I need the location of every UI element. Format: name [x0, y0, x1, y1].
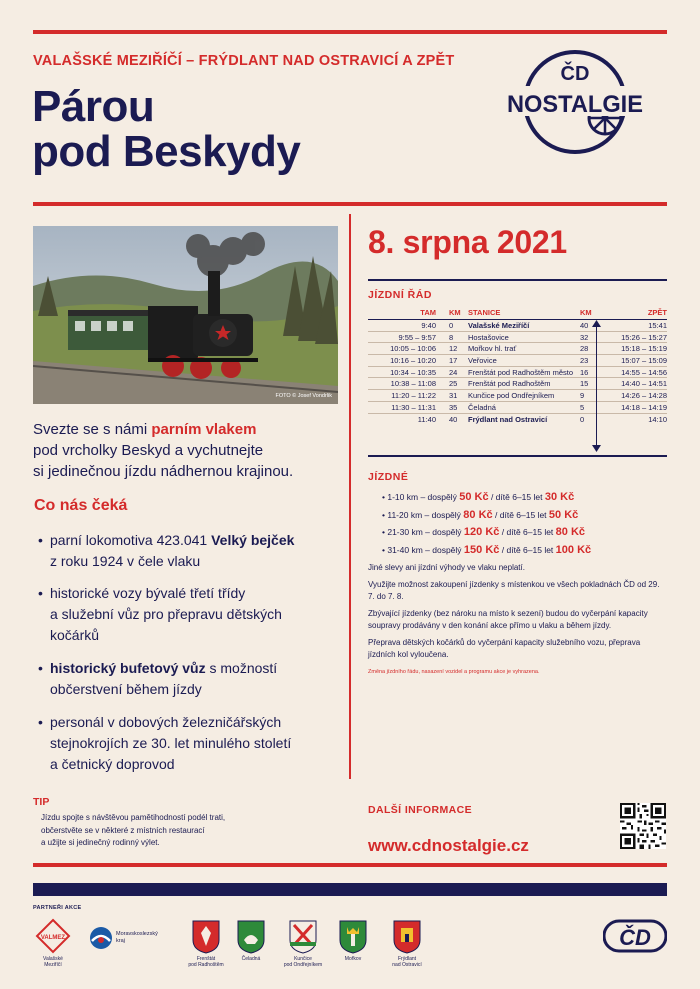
timetable-row — [368, 390, 667, 402]
timetable — [368, 306, 667, 425]
fare-row — [382, 489, 591, 507]
time-return: 15:07 – 15:09 — [621, 355, 667, 365]
partner-label-1: Mořkov — [344, 956, 362, 962]
station-name: Frýdlant nad Ostravicí — [468, 414, 548, 424]
column-divider — [349, 214, 351, 779]
fare-child-price: 80 Kč — [555, 526, 586, 538]
fare-row — [382, 524, 591, 542]
fare-range: 11-20 km — [387, 509, 423, 520]
time-outbound: 10:05 – 10:06 — [390, 344, 436, 354]
date-underline — [368, 279, 667, 281]
partners-heading: PARTNEŘI AKCE — [33, 905, 82, 911]
fare-bullet: • — [382, 544, 388, 555]
fare-range: 31-40 km — [387, 544, 423, 555]
km-outbound: 35 — [449, 402, 458, 412]
feature-4-line2: stejnokrojích ze 30. let minulého století — [50, 735, 292, 751]
col-stanice: STANICE — [468, 308, 501, 317]
feature-item — [38, 712, 348, 775]
tip-text — [41, 812, 225, 850]
title-line-1: Párou — [32, 82, 155, 131]
fare-child-price: 30 Kč — [544, 491, 575, 503]
station-name: Hostašovice — [468, 332, 509, 342]
partner-label-2: Meziříčí — [44, 962, 62, 968]
timetable-row — [368, 414, 667, 426]
time-outbound: 9:40 — [421, 320, 436, 330]
fare-child-label: / dítě 6–15 let — [501, 544, 554, 555]
fare-bullet: • — [382, 509, 388, 520]
timetable-header-row — [368, 306, 667, 320]
km-return: 28 — [580, 344, 589, 354]
station-name: Kunčice pod Ondřejníkem — [468, 390, 555, 400]
partner-frydlant — [385, 920, 429, 968]
fares-list — [382, 489, 591, 559]
time-outbound: 10:34 – 10:35 — [390, 367, 436, 377]
direction-line — [596, 324, 597, 448]
frenstat-crest-icon — [192, 920, 220, 954]
time-return: 14:40 – 14:51 — [621, 379, 667, 389]
train-illustration — [33, 226, 338, 404]
feature-3-line2: občerstvení během jízdy — [50, 681, 202, 697]
km-return: 9 — [580, 390, 585, 400]
cd-logo-text: ČD — [619, 925, 651, 950]
partner-label-1: Frenštát — [196, 956, 216, 962]
station-name: Veřovice — [468, 355, 497, 365]
partner-label-2: pod Radhoštěm — [188, 962, 224, 968]
fare-child-label: / dítě 6–15 let — [490, 492, 543, 502]
fare-row — [382, 507, 591, 525]
celadna-crest-icon — [237, 920, 265, 954]
fare-row — [382, 542, 591, 560]
down-arrow-icon — [592, 445, 601, 452]
note-3: Zbývající jízdenky (bez nároku na místo k sezení) budou do vyčerpání kapacity soupravy prodávány v den konání akce přímo u vlaku a během jízdy. — [368, 609, 648, 630]
col-zpet: ZPĚT — [647, 308, 667, 317]
time-outbound: 11:30 – 11:31 — [391, 402, 436, 412]
partner-label-1: Kunčice — [294, 956, 312, 962]
km-return: 15 — [580, 379, 589, 389]
cd-nostalgie-logo — [505, 50, 645, 155]
steam-train-photo — [33, 226, 338, 404]
timetable-row — [368, 343, 667, 355]
fare-child-label: / dítě 6–15 let — [501, 527, 554, 537]
time-return: 14:18 – 14:19 — [621, 402, 667, 412]
timetable-row — [368, 332, 667, 344]
station-name: Mořkov hl. trať — [468, 344, 517, 354]
partner-kuncice — [281, 920, 325, 968]
timetable-heading: JÍZDNÍ ŘÁD — [368, 289, 432, 301]
tip-line-1: Jízdu spojte s návštěvou pamětihodností podél trati, — [41, 813, 226, 822]
timetable-row — [368, 378, 667, 390]
fare-adult-price: 120 Kč — [463, 526, 500, 538]
page-title — [32, 84, 300, 174]
bottom-navy-bar — [33, 883, 667, 896]
station-name: Čeladná — [468, 402, 496, 412]
logo-nostalgie-text: NOSTALGIE — [507, 91, 643, 118]
col-km: KM — [449, 308, 461, 317]
fare-adult-label: – dospělý — [425, 544, 462, 555]
km-outbound: 40 — [449, 414, 458, 424]
msk-logo-icon — [88, 925, 114, 951]
km-outbound: 31 — [449, 390, 458, 400]
fare-bullet: • — [382, 527, 388, 537]
km-return: 40 — [580, 320, 589, 330]
intro-highlight: parním vlakem — [151, 421, 257, 438]
time-outbound: 11:40 — [417, 414, 436, 424]
feature-2-line1: • historické vozy bývalé třetí třídy — [50, 585, 246, 601]
station-name: Valašské Meziříčí — [468, 320, 530, 330]
partner-frenstat — [183, 920, 229, 968]
note-4: Přeprava dětských kočárků do vyčerpání kapacity služebního vozu, přeprava jízdních kol vyloučena. — [368, 638, 641, 659]
partner-label: Valašské — [43, 956, 63, 962]
fare-adult-price: 150 Kč — [463, 543, 500, 556]
frydlant-crest-icon — [393, 920, 421, 954]
valmez-logo-icon — [35, 918, 71, 954]
photo-credit: FOTO © Josef Vondrlik — [275, 393, 332, 399]
time-return: 14:10 — [648, 414, 667, 424]
fare-adult-label: – dospělý — [425, 527, 462, 537]
timetable-row — [368, 367, 667, 379]
feature-1-highlight: Velký bejček — [211, 532, 295, 548]
fare-adult-price: 80 Kč — [463, 508, 493, 521]
timetable-row — [368, 320, 667, 332]
kuncice-crest-icon — [289, 920, 317, 954]
feature-1-line2: z roku 1924 v čele vlaku — [50, 553, 201, 569]
fare-child-label: / dítě 6–15 let — [495, 509, 547, 520]
partner-label-1: Čeladná — [241, 956, 261, 962]
km-outbound: 0 — [449, 320, 454, 330]
website-link[interactable]: www.cdnostalgie.cz — [368, 836, 529, 855]
fare-range: 21-30 km — [387, 527, 423, 537]
partner-label-2: pod Ondřejníkem — [283, 962, 323, 968]
cd-logo-icon — [603, 917, 667, 953]
time-outbound: 9:55 – 9:57 — [398, 332, 436, 342]
route-subtitle: VALAŠSKÉ MEZIŘÍČÍ – FRÝDLANT NAD OSTRAVICÍ A ZPĚT — [33, 53, 455, 69]
km-outbound: 12 — [449, 344, 458, 354]
logo-cd-text: ČD — [560, 63, 590, 85]
km-outbound: 17 — [449, 355, 458, 365]
intro-line-2: pod vrcholky Beskyd a vychutnejte — [33, 442, 264, 459]
intro-lead: Svezte se s námi — [33, 421, 152, 438]
feature-4-line1: • personál v dobových železničářských — [50, 714, 282, 730]
fare-bullet: • — [382, 492, 388, 502]
km-return: 23 — [580, 355, 589, 365]
time-return: 15:26 – 15:27 — [621, 332, 667, 342]
title-line-2: pod Beskydy — [32, 127, 301, 176]
tip-line-2: občerstvěte se v některé z místních restaurací — [41, 825, 205, 835]
fare-child-price: 50 Kč — [548, 508, 579, 521]
km-return: 0 — [580, 414, 585, 424]
tip-heading: TIP — [33, 796, 50, 808]
km-return: 32 — [580, 332, 589, 342]
timetable-bottom-rule — [368, 455, 667, 457]
bottom-red-rule — [33, 863, 667, 867]
time-return: 14:55 – 14:56 — [621, 367, 667, 377]
section-rule — [33, 202, 667, 206]
feature-item — [38, 658, 348, 700]
fare-adult-price: 50 Kč — [459, 491, 489, 503]
partner-label — [116, 931, 158, 944]
intro-line-3: si jedinečnou jízdu nádhernou krajinou. — [33, 463, 294, 480]
time-return: 15:18 – 15:19 — [621, 344, 667, 354]
partner-valasske-mezirici — [33, 918, 73, 968]
km-outbound: 24 — [449, 367, 458, 377]
fares-heading: JÍZDNÉ — [368, 471, 409, 483]
station-name: Frenštát pod Radhoštěm — [468, 379, 551, 389]
feature-3-highlight: historický bufetový vůz — [50, 660, 206, 676]
top-rule — [33, 30, 667, 34]
time-outbound: 10:38 – 11:08 — [390, 379, 436, 389]
feature-3-text: s možností — [205, 660, 278, 676]
time-return: 14:26 – 14:28 — [621, 390, 667, 400]
feature-2-line2: a služební vůz pro přepravu dětských — [50, 606, 282, 622]
more-info-heading: DALŠÍ INFORMACE — [368, 804, 472, 816]
feature-item — [38, 530, 348, 572]
fare-range: 1-10 km — [387, 492, 419, 502]
partner-label-2: kraj — [116, 937, 125, 944]
partner-label-1: Moravskoslezský — [116, 931, 158, 937]
partner-celadna — [236, 920, 266, 962]
features-heading: Co nás čeká — [34, 497, 128, 514]
time-return: 15:41 — [648, 320, 667, 330]
partner-morkov — [338, 920, 368, 962]
note-1: Jiné slevy ani jízdní výhody ve vlaku neplatí. — [368, 563, 525, 572]
disclaimer: Změna jízdního řádu, nasazení vozidel a programu akce je vyhrazena. — [368, 669, 540, 675]
note-2: Využijte možnost zakoupení jízdenky s místenkou ve všech pokladnách ČD od 29. 7. do 7. 8. — [368, 580, 660, 601]
km-outbound: 8 — [449, 332, 454, 342]
notes — [368, 562, 668, 683]
km-return: 5 — [580, 402, 585, 412]
up-arrow-icon — [592, 320, 601, 327]
qr-code-icon[interactable] — [620, 803, 666, 849]
event-date: 8. srpna 2021 — [368, 224, 567, 260]
time-outbound: 10:16 – 10:20 — [390, 355, 436, 365]
valmez-wordmark: VALMEZ — [40, 935, 66, 941]
feature-1-text: parní lokomotiva 423.041 — [50, 532, 212, 548]
km-return: 16 — [580, 367, 589, 377]
morkov-crest-icon — [339, 920, 367, 954]
km-outbound: 25 — [449, 379, 458, 389]
feature-item — [38, 583, 348, 646]
intro-text — [33, 419, 293, 482]
feature-2-line3: kočárků — [50, 627, 100, 643]
time-outbound: 11:20 – 11:22 — [391, 390, 436, 400]
partner-label-1: Frýdlant — [397, 956, 417, 962]
station-name: Frenštát pod Radhoštěm město — [468, 367, 574, 377]
col-km2: KM — [580, 308, 592, 317]
fare-adult-label: – dospělý — [424, 509, 461, 520]
tip-line-3: a užijte si jedinečný rodinný výlet. — [41, 838, 160, 847]
timetable-row — [368, 402, 667, 414]
partner-label-2: nad Ostravicí — [392, 962, 422, 968]
fare-child-price: 100 Kč — [555, 543, 592, 556]
fare-adult-label: – dospělý — [420, 492, 457, 502]
timetable-row — [368, 355, 667, 367]
timetable-body — [368, 320, 667, 425]
col-tam: TAM — [420, 308, 436, 317]
feature-4-line3: a četnický doprovod — [50, 756, 175, 772]
